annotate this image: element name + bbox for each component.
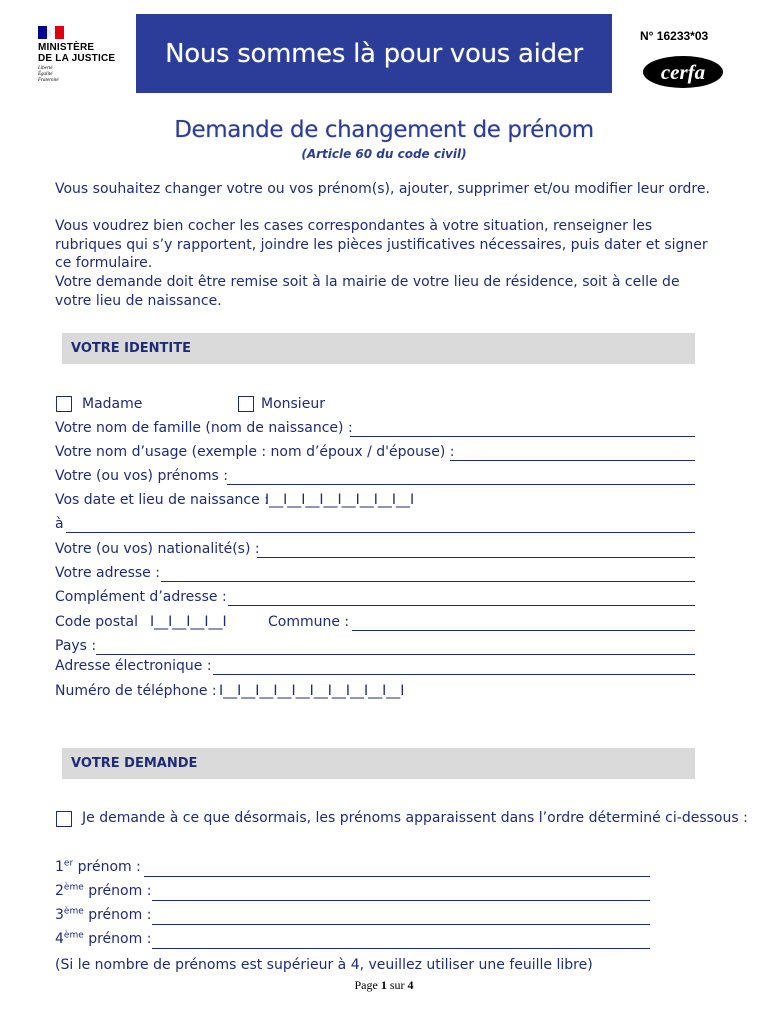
city-label: Commune : [268,614,350,630]
ministry-motto: Liberté Égalité Fraternité [38,66,59,83]
usage-name-label: Votre nom d’usage (exemple : nom d’époux / d'épouse) : [55,444,455,460]
page-subtitle: (Article 60 du code civil) [301,147,467,161]
first-name-3-field[interactable] [152,924,650,925]
phone-boxes[interactable]: I__I__I__I__I__I__I__I__I__I__I [219,683,405,699]
intro-paragraph-3: Votre demande doit être remise soit à la mairie de votre lieu de résidence, soit à celle de votre lieu de naissance. [55,274,680,309]
order-checkbox[interactable] [56,811,72,827]
first-names-field[interactable] [227,484,695,485]
first-name-2-label: 2ème prénom : [55,882,152,899]
banner-text: Nous sommes là pour vous aider [165,38,583,69]
address-field[interactable] [161,581,695,582]
help-banner [136,14,612,93]
order-checkbox-label: Je demande à ce que désormais, les prénoms apparaissent dans l’ordre déterminé ci-dessous : [82,810,748,826]
family-name-label: Votre nom de famille (nom de naissance) : [55,420,353,436]
address-label: Votre adresse : [55,565,160,581]
birth-label: Vos date et lieu de naissance : [55,492,269,508]
postal-code-boxes[interactable]: I__I__I__I__I [150,614,227,630]
country-label: Pays : [55,638,97,654]
marianne-flag-icon [38,26,64,39]
birth-place-label: à [55,516,64,532]
section-request-header: VOTRE DEMANDE [62,748,695,779]
madame-checkbox[interactable] [56,396,72,412]
first-name-4-label: 4ème prénom : [55,930,152,947]
madame-label: Madame [82,396,143,412]
email-label: Adresse électronique : [55,658,212,674]
intro-paragraph-1: Vous souhaitez changer votre ou vos prénom(s), ajouter, supprimer et/ou modifier leur ordre. [55,181,710,197]
page-footer: Page 1 sur 4 [354,978,414,992]
ministry-logo [38,26,128,84]
first-name-2-field[interactable] [152,900,650,901]
city-field[interactable] [352,630,695,631]
birth-date-boxes[interactable]: I__I__I__I__I__I__I__I__I [265,492,415,508]
page-title: Demande de changement de prénom [174,117,594,143]
ministry-name: MINISTÈRE DE LA JUSTICE [38,42,116,64]
extra-names-note: (Si le nombre de prénoms est supérieur à 4, veuillez utiliser une feuille libre) [55,957,593,973]
first-name-1-label: 1er prénom : [55,858,141,875]
cerfa-number: N° 16233*03 [640,29,709,43]
intro-paragraph-2: Vous voudrez bien cocher les cases correspondantes à votre situation, renseigner les rubriques qui s’y rapportent, joindre les pièces justificatives nécessaires, puis dater et signer ce formulaire. [55,218,708,271]
first-name-3-label: 3ème prénom : [55,906,152,923]
monsieur-checkbox[interactable] [238,396,254,412]
nationality-field[interactable] [257,557,695,558]
first-name-1-field[interactable] [144,876,650,877]
section-identity-header: VOTRE IDENTITE [62,333,695,364]
postal-code-label: Code postal [55,614,138,630]
birth-place-field[interactable] [66,532,695,533]
cerfa-logo: cerfa [643,56,723,88]
nationality-label: Votre (ou vos) nationalité(s) : [55,541,260,557]
email-field[interactable] [213,674,695,675]
country-field[interactable] [96,654,695,655]
phone-label: Numéro de téléphone : [55,683,217,699]
monsieur-label: Monsieur [261,396,325,412]
address-complement-label: Complément d’adresse : [55,589,227,605]
first-name-4-field[interactable] [152,948,650,949]
address-complement-field[interactable] [228,605,695,606]
family-name-field[interactable] [350,436,695,437]
first-names-label: Votre (ou vos) prénoms : [55,468,228,484]
usage-name-field[interactable] [450,460,695,461]
